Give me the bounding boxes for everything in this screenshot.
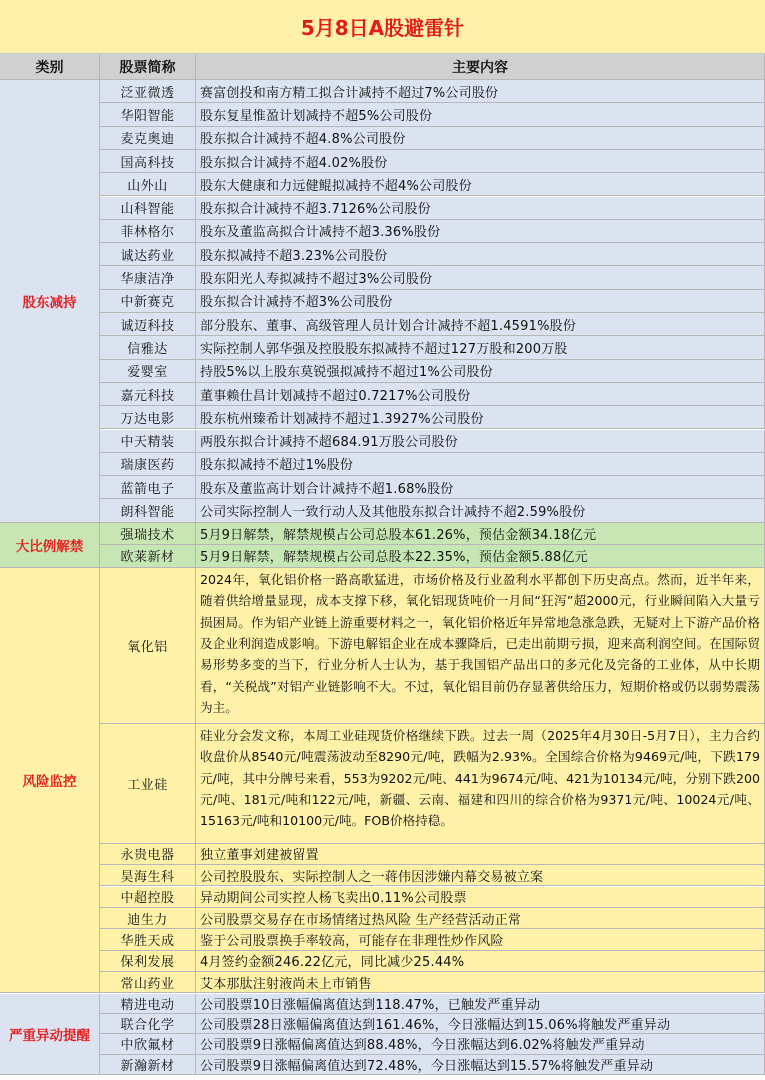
item-content: 股东阳光人寿拟减持不超过3%公司股份 bbox=[196, 266, 765, 289]
category-reduction: 股东减持 bbox=[0, 80, 100, 523]
stock-name: 永贵电器 bbox=[100, 844, 196, 865]
stock-name: 精进电动 bbox=[100, 994, 196, 1014]
item-content: 股东拟合计减持不超4.8%公司股份 bbox=[196, 127, 765, 150]
stock-name: 麦克奥迪 bbox=[100, 127, 196, 150]
item-content: 4月签约金额246.22亿元，同比减少25.44% bbox=[196, 951, 765, 972]
category-unlock: 大比例解禁 bbox=[0, 523, 100, 568]
stock-name: 保利发展 bbox=[100, 951, 196, 972]
item-content: 股东及董监高拟合计减持不超3.36%股份 bbox=[196, 220, 765, 243]
item-content: 股东大健康和力远健鲲拟减持不超4%公司股份 bbox=[196, 173, 765, 196]
stock-name: 强瑞技术 bbox=[100, 523, 196, 546]
stock-name: 爱婴室 bbox=[100, 360, 196, 383]
stock-name: 诚达药业 bbox=[100, 243, 196, 266]
item-content: 艾本那肽注射液尚未上市销售 bbox=[196, 972, 765, 993]
risk-detail-text: 2024年，氧化铝价格一路高歌猛进，市场价格及行业盈利水平都创下历史高点。然而，近半年来，随着供给增量显现，成本支撑下移，氧化铝现货吨价一月间“狂泻”超2000元，行业瞬间陷入大量亏损困局。作为铝产业链上游重要材料之一，氧化铝价格近年异常地急涨急跌，无疑对上下游产品价格及企业利润造成影响。下游电解铝企业在成本骤降后，已走出前期亏损，迎来高利润空间。在国际贸易形势多变的当下，行业分析人士认为，基于我国铝产品出口的多元化及完备的工业体，从中长期看，“关税战”对铝产业链影响不大。不过，氧化铝目前仍存显著供给压力，短期价格或仍以弱势震荡为主。 bbox=[196, 568, 765, 724]
stock-name: 泛亚微透 bbox=[100, 80, 196, 103]
stock-name: 朗科智能 bbox=[100, 499, 196, 522]
item-content: 异动期间公司实控人杨飞卖出0.11%公司股票 bbox=[196, 887, 765, 908]
stock-name: 氧化铝 bbox=[100, 568, 196, 724]
item-content: 股东拟减持不超过1%股份 bbox=[196, 453, 765, 476]
header-category: 类别 bbox=[0, 54, 100, 80]
item-content: 股东拟合计减持不超3.7126%公司股份 bbox=[196, 197, 765, 220]
stock-name: 国高科技 bbox=[100, 150, 196, 173]
page-title: 5月8日A股避雷针 bbox=[0, 0, 765, 54]
category-risk: 风险监控 bbox=[0, 568, 100, 994]
stock-name: 山科智能 bbox=[100, 197, 196, 220]
stock-name: 常山药业 bbox=[100, 972, 196, 993]
stock-name: 欧莱新材 bbox=[100, 545, 196, 568]
stock-name: 昊海生科 bbox=[100, 865, 196, 886]
stock-name: 菲林格尔 bbox=[100, 220, 196, 243]
item-content: 公司股票10日涨幅偏离值达到118.47%，已触发严重异动 bbox=[196, 994, 765, 1014]
item-content: 公司股票9日涨幅偏离值达到72.48%，今日涨幅达到15.57%将触发严重异动 bbox=[196, 1055, 765, 1075]
stock-name: 中新赛克 bbox=[100, 290, 196, 313]
stock-name: 山外山 bbox=[100, 173, 196, 196]
stock-name: 诚迈科技 bbox=[100, 313, 196, 336]
stock-name: 万达电影 bbox=[100, 406, 196, 429]
stock-name: 信雅达 bbox=[100, 336, 196, 359]
item-content: 部分股东、董事、高级管理人员计划合计减持不超1.4591%股份 bbox=[196, 313, 765, 336]
item-content: 5月9日解禁，解禁规模占公司总股本22.35%，预估金额5.88亿元 bbox=[196, 545, 765, 568]
stock-name: 工业硅 bbox=[100, 724, 196, 844]
stock-name: 新瀚新材 bbox=[100, 1055, 196, 1075]
item-content: 公司股票28日涨幅偏离值达到161.46%，今日涨幅达到15.06%将触发严重异动 bbox=[196, 1014, 765, 1034]
item-content: 公司股票交易存在市场情绪过热风险 生产经营活动正常 bbox=[196, 908, 765, 929]
stock-name: 迪生力 bbox=[100, 908, 196, 929]
item-content: 股东杭州臻希计划减持不超过1.3927%公司股份 bbox=[196, 406, 765, 429]
item-content: 股东拟合计减持不超3%公司股份 bbox=[196, 290, 765, 313]
item-content: 公司股票9日涨幅偏离值达到88.48%，今日涨幅达到6.02%将触发严重异动 bbox=[196, 1034, 765, 1054]
stock-name: 嘉元科技 bbox=[100, 383, 196, 406]
stock-name: 瑞康医药 bbox=[100, 453, 196, 476]
item-content: 两股东拟合计减持不超684.91万股公司股份 bbox=[196, 430, 765, 453]
stock-name: 蓝箭电子 bbox=[100, 476, 196, 499]
stock-name: 华胜天成 bbox=[100, 929, 196, 950]
header-content: 主要内容 bbox=[196, 54, 765, 80]
item-content: 股东及董监高计划合计减持不超1.68%股份 bbox=[196, 476, 765, 499]
item-content: 5月9日解禁，解禁规模占公司总股本61.26%，预估金额34.18亿元 bbox=[196, 523, 765, 546]
item-content: 独立董事刘建被留置 bbox=[196, 844, 765, 865]
stock-name: 中天精装 bbox=[100, 430, 196, 453]
stock-name: 中超控股 bbox=[100, 887, 196, 908]
item-content: 董事赖仕昌计划减持不超过0.7217%公司股份 bbox=[196, 383, 765, 406]
stock-name: 华阳智能 bbox=[100, 103, 196, 126]
item-content: 股东复星惟盈计划减持不超5%公司股份 bbox=[196, 103, 765, 126]
item-content: 公司控股股东、实际控制人之一蒋伟因涉嫌内幕交易被立案 bbox=[196, 865, 765, 886]
stock-name: 中欣氟材 bbox=[100, 1034, 196, 1054]
category-abnormal: 严重异动提醒 bbox=[0, 994, 100, 1076]
item-content: 赛富创投和南方精工拟合计减持不超过7%公司股份 bbox=[196, 80, 765, 103]
item-content: 持股5%以上股东莫锐强拟减持不超过1%公司股份 bbox=[196, 360, 765, 383]
stock-name: 联合化学 bbox=[100, 1014, 196, 1034]
item-content: 公司实际控制人一致行动人及其他股东拟合计减持不超2.59%股份 bbox=[196, 499, 765, 522]
item-content: 股东拟合计减持不超4.02%股份 bbox=[196, 150, 765, 173]
item-content: 股东拟减持不超3.23%公司股份 bbox=[196, 243, 765, 266]
stock-name: 华康洁净 bbox=[100, 266, 196, 289]
item-content: 实际控制人郭华强及控股股东拟减持不超过127万股和200万股 bbox=[196, 336, 765, 359]
item-content: 鉴于公司股票换手率较高，可能存在非理性炒作风险 bbox=[196, 929, 765, 950]
header-stock-name: 股票简称 bbox=[100, 54, 196, 80]
risk-detail-text: 硅业分会发文称，本周工业硅现货价格继续下跌。过去一周（2025年4月30日-5月7日），主力合约收盘价从8540元/吨震荡波动至8290元/吨，跌幅为2.93%。全国综合价格为9469元/吨，下跌179元/吨，其中分牌号来看，553为9202元/吨、441为9674元/吨、421为10134元/吨，分别下跌200元/吨、181元/吨和122元/吨，新疆、云南、福建和四川的综合价格为9371元/吨、10024元/吨、15163元/吨和10100元/吨。FOB价格持稳。 bbox=[196, 724, 765, 844]
